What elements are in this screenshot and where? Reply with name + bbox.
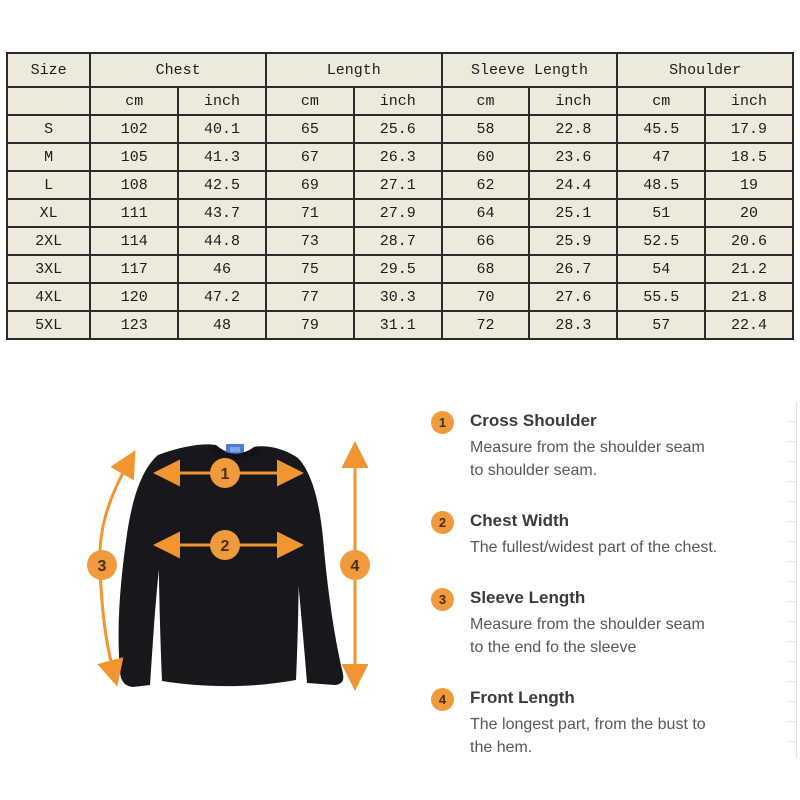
guide-item-cross-shoulder [431, 409, 776, 482]
size-value-cell: 117 [90, 255, 178, 283]
size-value-cell: 47 [617, 143, 705, 171]
guide-badge-4: 4 [431, 688, 454, 711]
size-value-cell: 52.5 [617, 227, 705, 255]
size-value-cell: 65 [266, 115, 354, 143]
size-value-cell: 73 [266, 227, 354, 255]
guide-text [470, 509, 717, 559]
guide-badge-3: 3 [431, 588, 454, 611]
size-value-cell: 54 [617, 255, 705, 283]
unit-cell: cm [442, 87, 530, 115]
guide-text [470, 409, 705, 482]
background-gridline-edge [787, 402, 797, 758]
size-value-cell: 75 [266, 255, 354, 283]
size-value-cell: 21.8 [705, 283, 793, 311]
size-value-cell: 55.5 [617, 283, 705, 311]
guide-description-line: the hem. [470, 739, 533, 756]
size-value-cell: 31.1 [354, 311, 442, 339]
size-value-cell: 72 [442, 311, 530, 339]
size-value-cell: 41.3 [178, 143, 266, 171]
unit-cell: cm [617, 87, 705, 115]
size-value-cell: 68 [442, 255, 530, 283]
size-value-cell: 24.4 [529, 171, 617, 199]
shirt-left-sleeve [119, 455, 163, 687]
size-value-cell: 58 [442, 115, 530, 143]
size-row-label: 3XL [7, 255, 90, 283]
size-value-cell: 25.9 [529, 227, 617, 255]
marker-1-number: 1 [220, 466, 230, 483]
guide-text [470, 686, 706, 759]
size-row-label: M [7, 143, 90, 171]
guide-description-line: to the end fo the sleeve [470, 639, 637, 656]
guide-title: Cross Shoulder [470, 411, 597, 430]
size-value-cell: 29.5 [354, 255, 442, 283]
size-value-cell: 102 [90, 115, 178, 143]
size-value-cell: 42.5 [178, 171, 266, 199]
shirt-right-sleeve [293, 458, 343, 685]
guide-item-chest-width [431, 509, 776, 559]
marker-2-number: 2 [220, 538, 230, 555]
size-value-cell: 26.3 [354, 143, 442, 171]
table-header-row [7, 53, 793, 87]
size-value-cell: 57 [617, 311, 705, 339]
size-value-cell: 66 [442, 227, 530, 255]
size-value-cell: 111 [90, 199, 178, 227]
size-row-label: 2XL [7, 227, 90, 255]
size-row-label: 4XL [7, 283, 90, 311]
table-row [7, 311, 793, 339]
guide-description-line: Measure from the shoulder seam [470, 439, 705, 456]
size-value-cell: 22.8 [529, 115, 617, 143]
column-header-shoulder: Shoulder [617, 53, 793, 87]
size-value-cell: 17.9 [705, 115, 793, 143]
size-value-cell: 30.3 [354, 283, 442, 311]
size-value-cell: 60 [442, 143, 530, 171]
table-unit-row [7, 87, 793, 115]
guide-description-line: Measure from the shoulder seam [470, 616, 705, 633]
size-value-cell: 62 [442, 171, 530, 199]
size-value-cell: 27.9 [354, 199, 442, 227]
column-header-size: Size [7, 53, 90, 87]
guide-description-line: The longest part, from the bust to [470, 716, 706, 733]
size-row-label: L [7, 171, 90, 199]
size-value-cell: 27.6 [529, 283, 617, 311]
shirt-measurement-diagram [55, 392, 425, 767]
size-value-cell: 25.6 [354, 115, 442, 143]
size-value-cell: 51 [617, 199, 705, 227]
size-value-cell: 26.7 [529, 255, 617, 283]
column-header-chest: Chest [90, 53, 266, 87]
column-header-sleeve-length: Sleeve Length [442, 53, 618, 87]
unit-cell: inch [529, 87, 617, 115]
size-value-cell: 25.1 [529, 199, 617, 227]
size-value-cell: 64 [442, 199, 530, 227]
guide-badge-1: 1 [431, 411, 454, 434]
size-value-cell: 67 [266, 143, 354, 171]
table-row [7, 199, 793, 227]
size-value-cell: 40.1 [178, 115, 266, 143]
size-value-cell: 22.4 [705, 311, 793, 339]
guide-title: Chest Width [470, 511, 570, 530]
guide-badge-2: 2 [431, 511, 454, 534]
size-value-cell: 77 [266, 283, 354, 311]
guide-text [470, 586, 705, 659]
unit-cell: inch [354, 87, 442, 115]
size-value-cell: 28.7 [354, 227, 442, 255]
size-value-cell: 70 [442, 283, 530, 311]
size-value-cell: 43.7 [178, 199, 266, 227]
size-value-cell: 18.5 [705, 143, 793, 171]
size-row-label: XL [7, 199, 90, 227]
unit-cell: inch [178, 87, 266, 115]
size-row-label: 5XL [7, 311, 90, 339]
size-value-cell: 71 [266, 199, 354, 227]
marker-4-number: 4 [350, 558, 360, 575]
size-value-cell: 120 [90, 283, 178, 311]
size-value-cell: 108 [90, 171, 178, 199]
unit-cell: cm [90, 87, 178, 115]
size-value-cell: 21.2 [705, 255, 793, 283]
unit-cell: cm [266, 87, 354, 115]
table-row [7, 255, 793, 283]
size-value-cell: 23.6 [529, 143, 617, 171]
size-value-cell: 123 [90, 311, 178, 339]
table-row [7, 227, 793, 255]
unit-cell [7, 87, 90, 115]
size-value-cell: 27.1 [354, 171, 442, 199]
table-body [7, 115, 793, 339]
guide-title: Front Length [470, 688, 575, 707]
table-row [7, 115, 793, 143]
table-row [7, 171, 793, 199]
collar-tag-label [230, 447, 240, 452]
guide-description-line: The fullest/widest part of the chest. [470, 539, 718, 556]
size-value-cell: 28.3 [529, 311, 617, 339]
table-row [7, 283, 793, 311]
size-value-cell: 48 [178, 311, 266, 339]
size-value-cell: 79 [266, 311, 354, 339]
size-value-cell: 45.5 [617, 115, 705, 143]
guide-description-line: to shoulder seam. [470, 462, 598, 479]
size-value-cell: 44.8 [178, 227, 266, 255]
size-value-cell: 19 [705, 171, 793, 199]
size-value-cell: 69 [266, 171, 354, 199]
guide-item-sleeve-length [431, 586, 776, 659]
unit-cell: inch [705, 87, 793, 115]
table-row [7, 143, 793, 171]
guide-title: Sleeve Length [470, 588, 586, 607]
measuring-guide [431, 409, 776, 759]
column-header-length: Length [266, 53, 442, 87]
marker-3-number: 3 [97, 558, 107, 575]
size-chart-table [6, 52, 794, 340]
size-value-cell: 47.2 [178, 283, 266, 311]
size-value-cell: 20.6 [705, 227, 793, 255]
size-value-cell: 20 [705, 199, 793, 227]
size-row-label: S [7, 115, 90, 143]
size-value-cell: 105 [90, 143, 178, 171]
size-value-cell: 114 [90, 227, 178, 255]
size-value-cell: 46 [178, 255, 266, 283]
size-value-cell: 48.5 [617, 171, 705, 199]
guide-item-front-length [431, 686, 776, 759]
